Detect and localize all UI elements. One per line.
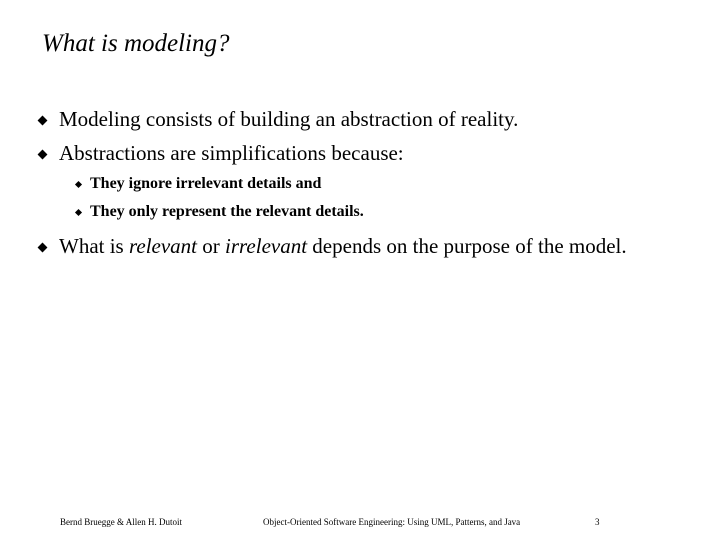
- sub-bullet-diamond-icon: [75, 209, 82, 216]
- bullet3-part2: or: [197, 234, 226, 258]
- bullet-diamond-icon: [38, 116, 48, 126]
- footer-authors: Bernd Bruegge & Allen H. Dutoit: [60, 517, 182, 527]
- bullet-text-3: [59, 231, 649, 262]
- bullet3-part1: What is: [59, 234, 129, 258]
- bullet3-em-relevant: relevant: [128, 234, 198, 258]
- sub-bullet-diamond-icon: [75, 181, 82, 188]
- bullet-diamond-icon: [38, 150, 48, 160]
- bullet-diamond-icon: [38, 243, 48, 253]
- bullet-text-1: Modeling consists of building an abstraction of reality.: [59, 107, 519, 131]
- bullet3-part3: depends on the purpose of the model.: [307, 234, 627, 258]
- bullet3-em-irrelevant: irrelevant: [225, 234, 308, 258]
- footer-book-title: Object-Oriented Software Engineering: Using UML, Patterns, and Java: [263, 517, 521, 527]
- sub-bullet-text-2: They only represent the relevant details.: [90, 203, 364, 220]
- bullet-text-2: Abstractions are simplifications because:: [59, 141, 404, 165]
- slide-title: What is modeling?: [42, 30, 230, 57]
- footer-page-number: 3: [595, 517, 600, 527]
- sub-bullet-text-1: They ignore irrelevant details and: [90, 175, 322, 192]
